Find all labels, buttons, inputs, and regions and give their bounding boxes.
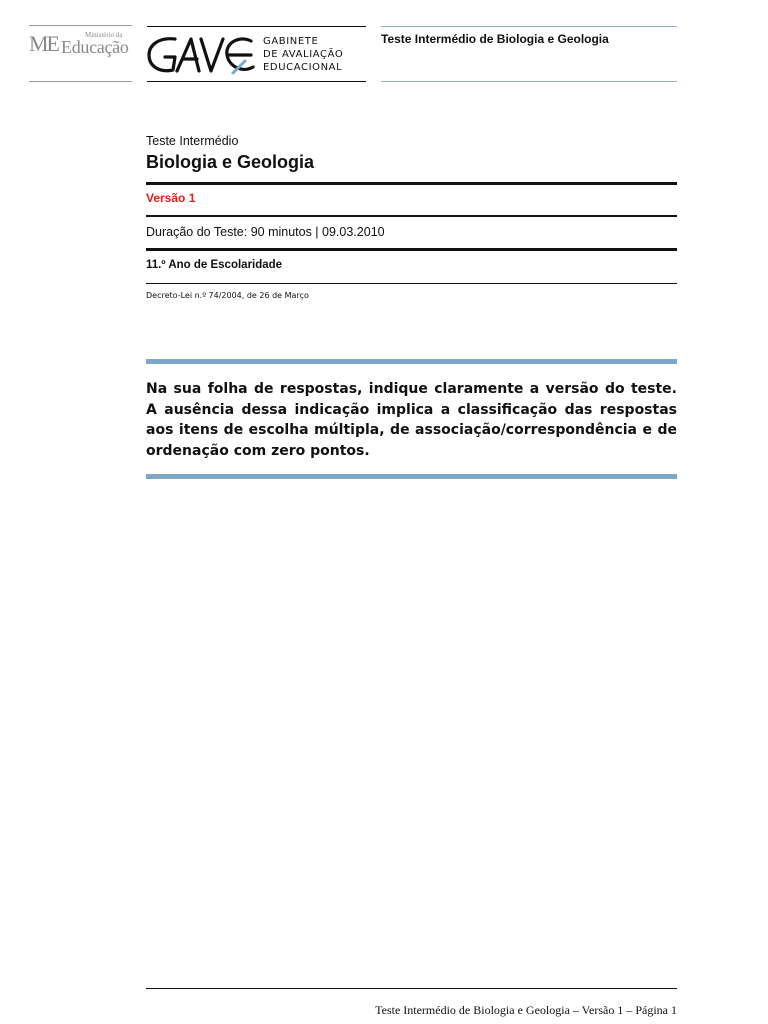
rule-after-title: [146, 182, 677, 185]
cover-title: Biologia e Geologia: [146, 152, 315, 172]
notice-top-bar: [146, 359, 677, 364]
page-footer: Teste Intermédio de Biologia e Geologia – Versão 1 – Página 1: [375, 1003, 677, 1017]
header-rule-gave-bottom: [147, 81, 366, 82]
header-title: Teste Intermédio de Biologia e Geologia: [381, 32, 609, 46]
ministry-logo-small-text: Ministério da: [85, 31, 123, 39]
gave-name-line-1: GABINETE: [263, 36, 319, 47]
header-rule-left-bottom: [29, 81, 132, 82]
header-rule-left-top: [29, 25, 132, 26]
decree-reference: Decreto-Lei n.º 74/2004, de 26 de Março: [146, 291, 309, 300]
version-notice: Na sua folha de respostas, indique claramente a versão do teste. A ausência dessa indicação implica a classificação das respostas aos itens de escolha múltipla, de associação/correspondência e de ordenação com zero pontos.: [146, 381, 677, 459]
gave-name-line-2: DE AVALIAÇÃO: [263, 49, 344, 60]
ministry-education-logo: [29, 30, 133, 58]
version-label: Versão 1: [146, 191, 196, 205]
ministry-logo-mark: ME: [29, 31, 58, 56]
test-duration: Duração do Teste: 90 minutos | 09.03.2010: [146, 225, 385, 239]
header-rule-title-bottom: [381, 81, 677, 82]
school-year: 11.º Ano de Escolaridade: [146, 259, 283, 271]
header-rule-gave-top: [147, 26, 366, 27]
notice-bottom-bar: [146, 474, 677, 479]
gave-name: [263, 35, 343, 74]
rule-after-duration: [146, 248, 677, 251]
gave-name-line-3: EDUCACIONAL: [263, 62, 343, 73]
rule-after-grade: [146, 283, 677, 284]
ministry-logo-word: Educação: [61, 37, 129, 57]
header-rule-title-top: [381, 26, 677, 27]
rule-after-version: [146, 215, 677, 217]
footer-rule: [146, 988, 677, 989]
cover-subtitle: Teste Intermédio: [146, 134, 239, 148]
gave-logo: [147, 33, 255, 77]
